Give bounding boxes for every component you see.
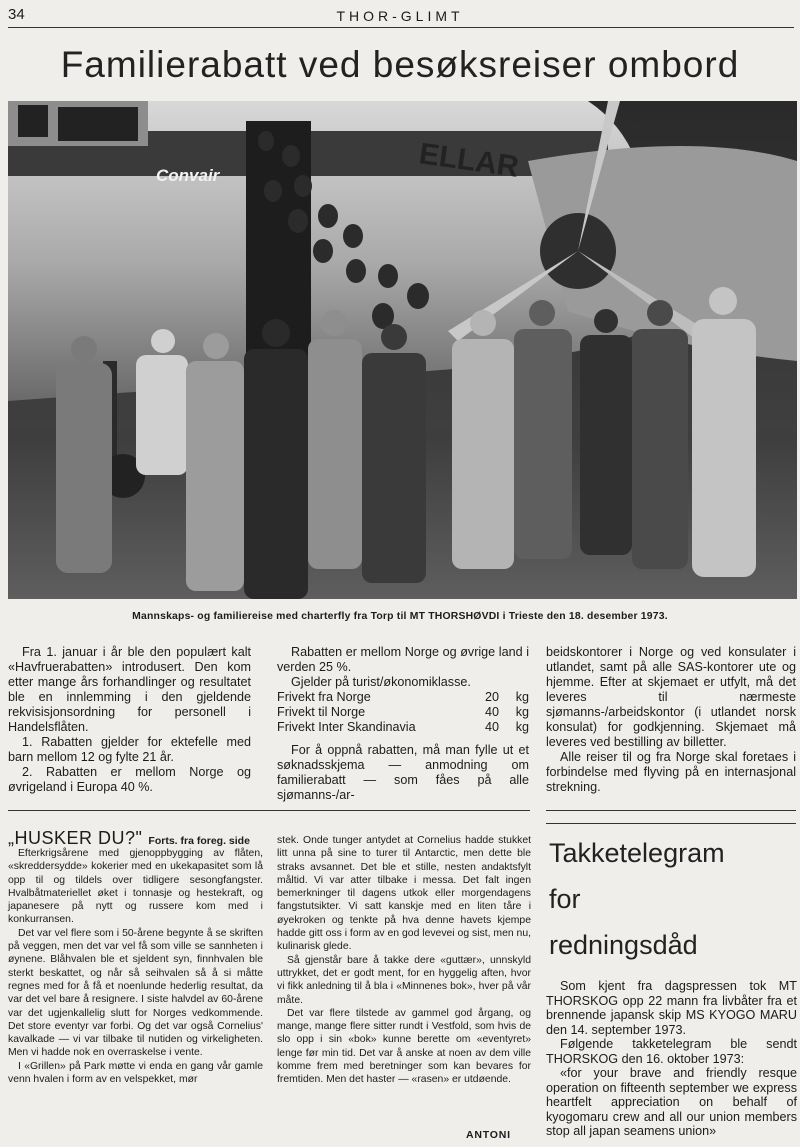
paragraph: Det var vel flere som i 50-årene begynte å se skriften på veggen, men det var vel få som ville se sannheten i øynene. Blåhvalen ble et sjeldent syn, finnhvalen ble sterkt beskattet, og når så seihvalen så å si måtte regnes med for å få et noenlunde hederlig resultat, da var det vel bare å resignere. I siste halvdel av 60-årene var det ugjenkallelig slutt for Norges vedkommende. Det store eventyr var forbi. Og det var også Cornelius' kavalkade — vi var tilbake til nutiden og virkeligheten. Men vi hadde nok en overraskelse i vente. xyxy=(8,927,263,1059)
group-photo xyxy=(8,101,797,599)
husker-du-title: „HUSKER DU?" xyxy=(8,828,143,848)
paragraph: beidskontorer i Norge og ved konsulater i utlandet, samt på alle SAS-kontorer ute og hjemme. Efter at skjemaet er utfylt, må det leveres til nærmeste sjømanns-/arbeidskontor (i utlandet norsk konsulat) for godkjenning. Skjemaet må leveres ved bestilling av billetter. xyxy=(546,645,796,749)
paragraph: Følgende takketelegram ble sendt THORSKOG den 16. oktober 1973: xyxy=(546,1037,797,1066)
paragraph: I «Grillen» på Park møtte vi enda en gang vår gamle venn hvalen i form av en velspekket, mør xyxy=(8,1060,263,1086)
paragraph: Alle reiser til og fra Norge skal foretaes i forbindelse med flyving på en internasjonal strekning. xyxy=(546,750,796,794)
paragraph: Så gjenstår bare å takke dere «guttær», unnskyld uttrykket, det er godt ment, for en hyggelig aften, hvor vi fikk anledning til å bla i «Minnenes bok», hver på vår måte. xyxy=(277,954,531,1006)
freight-amount: 40 xyxy=(484,720,499,734)
paragraph: stek. Onde tunger antydet at Cornelius hadde stukket litt unna på sine to turer til Antarctic, men dette ble straks avsannet. Det ble et stille, nesten andaktsfylt måltid. Vi var atter tilbake i messa. Det falt ingen bemerkninger til dagens utkok eller morgendagens fangstutsikter. Vi satt kanskje med en liten tåre i øyekroken og tenkte på hva denne havets kjempe hadde gitt oss i form av en god levevei og sist, men nu, kulinarisk glede. xyxy=(277,835,531,953)
plane-brand-label: Convair xyxy=(156,166,220,185)
paragraph: 1. Rabatten gjelder for ektefelle med barn mellom 12 og fylte 21 år. xyxy=(8,735,251,764)
freight-unit: kg xyxy=(515,690,529,704)
paragraph: Efterkrigsårene med gjenoppbygging av flåten, «skreddersydde» kokerier med en ukekapasitet som lå opp til og tildels over tidligere sesongfangster. Hvalbåtmateriellet øket i tonnasje og hestekraft, og japanesere på nytt og russere kom med i konkurransen. xyxy=(8,848,263,926)
cockpit-window xyxy=(18,105,48,137)
page-number: 34 xyxy=(8,6,25,23)
article2-column-1 xyxy=(8,847,263,1086)
freight-label: Frivekt fra Norge xyxy=(277,690,371,704)
article-headline: Familierabatt ved besøksreiser ombord xyxy=(60,44,740,85)
section-rule xyxy=(546,823,796,824)
author-signature: ANTONI xyxy=(466,1129,511,1141)
freight-label: Frivekt til Norge xyxy=(277,705,366,719)
article1-column-3 xyxy=(546,645,796,795)
cockpit-window xyxy=(58,107,138,141)
continued-note: Forts. fra foreg. side xyxy=(148,835,250,847)
article1-column-2 xyxy=(277,645,529,803)
headline-line: redningsdåd xyxy=(549,930,698,960)
article3-body xyxy=(546,979,797,1139)
takketelegram-headline xyxy=(549,830,797,968)
headline-line: for xyxy=(549,884,581,914)
section-rule xyxy=(8,810,530,811)
freight-unit: kg xyxy=(515,720,529,734)
paragraph: «for your brave and friendly resque operation on fifteenth september we express heartfelt appreciation on behalf of kyogomaru crew and all our union members stop all japan seamens union» xyxy=(546,1066,797,1138)
headline-line: Takketelegram xyxy=(549,838,725,868)
freight-table xyxy=(277,690,529,735)
freight-amount: 20 xyxy=(484,690,499,704)
article2-column-2 xyxy=(277,834,531,1087)
paragraph: 2. Rabatten er mellom Norge og øvrigeland i Europa 40 %. xyxy=(8,765,251,794)
fuselage-lettering: ELLAR xyxy=(417,137,521,184)
photo-caption: Mannskaps- og familiereise med charterfly fra Torp til MT THORSHØVDI i Trieste den 18. desember 1973. xyxy=(132,611,668,622)
freight-label: Frivekt Inter Skandinavia xyxy=(277,720,416,734)
paragraph: For å oppnå rabatten, må man fylle ut et søknadsskjema — anmodning om familierabatt — som fåes på alle sjømanns-/ar- xyxy=(277,743,529,802)
article1-column-1 xyxy=(8,645,251,795)
freight-unit: kg xyxy=(515,705,529,719)
paragraph: Som kjent fra dagspressen tok MT THORSKOG opp 22 mann fra livbåter fra et brennende japansk skip MS KYOGO MARU den 14. september 1973. xyxy=(546,979,797,1037)
running-head: THOR-GLIMT xyxy=(336,8,464,24)
section-rule xyxy=(546,810,796,811)
paragraph: Rabatten er mellom Norge og øvrige land i verden 25 %. xyxy=(277,645,529,674)
paragraph: Det var flere tilstede av gammel god årgang, og mange, mange flere sitter rundt i Vestfold, som hvis de slo opp i sin «bok» kunne berette om «eventyret» lenge før min tid. Det var å anske at noen av dem ville komme frem med beretninger som kan bevares for fremtiden. Men det haster — «rasen» er utdøende. xyxy=(277,1007,531,1086)
husker-du-headline xyxy=(8,828,263,849)
top-rule xyxy=(8,27,794,28)
freight-amount: 40 xyxy=(484,705,499,719)
paragraph: Gjelder på turist/økonomiklasse. xyxy=(291,675,471,689)
paragraph: Fra 1. januar i år ble den populært kalt «Havfruerabatten» introdusert. Den kom etter mange års forhandlinger og resultatet ble en innlemming i den gjeldende rekvisisjonsordning for personell i Handelsflåten. xyxy=(8,645,251,734)
